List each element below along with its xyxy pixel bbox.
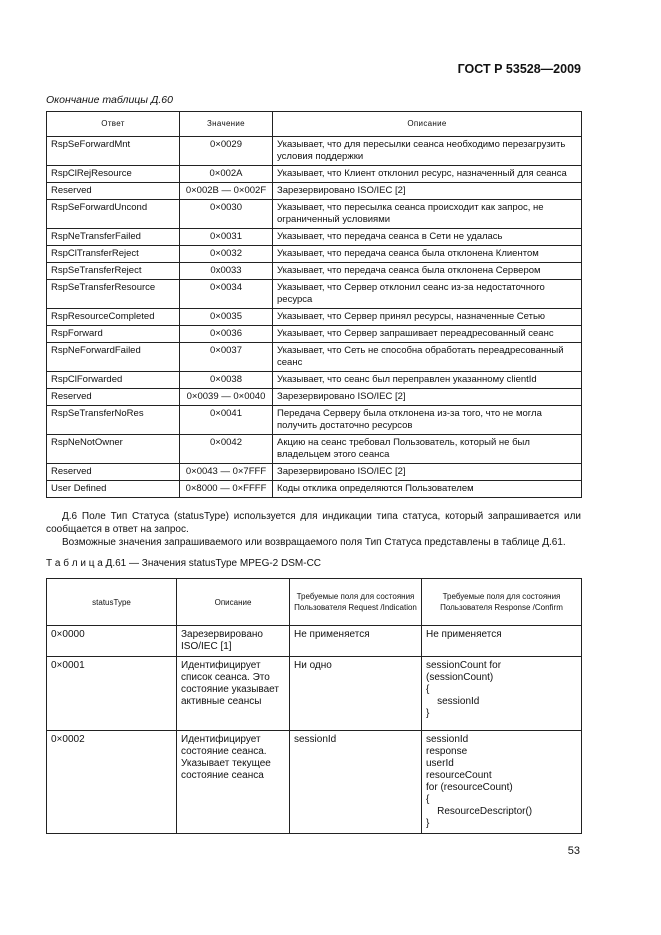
cell-description: Указывает, что для пересылки сеанса необходимо перезагрузить условия поддержки xyxy=(273,137,582,166)
cell-statustype: 0×0001 xyxy=(47,657,177,731)
cell-value: 0×0035 xyxy=(180,309,273,326)
table-row xyxy=(47,372,582,389)
cell-request-fields: sessionId xyxy=(290,731,422,834)
table-row xyxy=(47,200,582,229)
cell-value: 0×8000 — 0×FFFF xyxy=(180,481,273,498)
table-row xyxy=(47,389,582,406)
table-row xyxy=(47,464,582,481)
cell-value: 0×0037 xyxy=(180,343,273,372)
cell-response: RspForward xyxy=(47,326,180,343)
table-row xyxy=(47,435,582,464)
table-d61-caption: Т а б л и ц а Д.61 — Значения statusType MPEG-2 DSM-CC xyxy=(46,558,322,569)
cell-response-fields xyxy=(422,657,582,731)
response-field-line: sessionCount for xyxy=(426,660,502,671)
cell-response: Reserved xyxy=(47,464,180,481)
cell-response: Reserved xyxy=(47,183,180,200)
table-header-row xyxy=(47,112,582,137)
cell-value: 0×002B — 0×002F xyxy=(180,183,273,200)
cell-description: Указывает, что Сервер отклонил сеанс из-за недостаточного ресурса xyxy=(273,280,582,309)
cell-description: Указывает, что передача сеанса в Сети не удалась xyxy=(273,229,582,246)
response-field-line: } xyxy=(426,818,430,829)
column-header-request-fields: Требуемые поля для состояния Пользователя Request /Indication xyxy=(290,579,422,626)
cell-value: 0×0036 xyxy=(180,326,273,343)
paragraph-statustype-definition: Д.6 Поле Тип Статуса (statusType) используется для индикации типа статуса, который запрашивается или сообщается в ответ на запрос. xyxy=(46,511,581,535)
cell-value: 0×0031 xyxy=(180,229,273,246)
table-header-row xyxy=(47,579,582,626)
statustype-values-table xyxy=(46,578,582,834)
cell-value: 0×002A xyxy=(180,166,273,183)
cell-description: Указывает, что Сервер запрашивает переадресованный сеанс xyxy=(273,326,582,343)
cell-description: Акцию на сеанс требовал Пользователь, который не был владельцем этого сеанса xyxy=(273,435,582,464)
table-continuation-caption: Окончание таблицы Д.60 xyxy=(46,94,173,106)
response-field-line: resourceCount xyxy=(426,770,492,781)
cell-value: 0×0038 xyxy=(180,372,273,389)
response-field-line: } xyxy=(426,708,430,719)
cell-response: RspClTransferReject xyxy=(47,246,180,263)
response-field-line: sessionId xyxy=(426,696,480,707)
cell-description: Зарезервировано ISO/IEC [2] xyxy=(273,464,582,481)
table-row xyxy=(47,137,582,166)
cell-response: RspNeNotOwner xyxy=(47,435,180,464)
table-row xyxy=(47,626,582,657)
cell-value: 0x0033 xyxy=(180,263,273,280)
cell-request-fields: Ни одно xyxy=(290,657,422,731)
cell-description: Указывает, что сеанс был переправлен указанному clientId xyxy=(273,372,582,389)
response-field-line: sessionId xyxy=(426,734,469,745)
cell-description: Указывает, что пересылка сеанса происходит как запрос, не ограниченный условиями xyxy=(273,200,582,229)
response-field-line: (sessionCount) xyxy=(426,672,494,683)
table-row xyxy=(47,343,582,372)
cell-request-fields: Не применяется xyxy=(290,626,422,657)
table-row xyxy=(47,183,582,200)
cell-statustype: 0×0000 xyxy=(47,626,177,657)
cell-value: 0×0042 xyxy=(180,435,273,464)
column-header-response: Ответ xyxy=(47,112,180,137)
cell-response: RspResourceCompleted xyxy=(47,309,180,326)
response-field-line: response xyxy=(426,746,468,757)
cell-response: Reserved xyxy=(47,389,180,406)
response-field-line: Не применяется xyxy=(426,629,502,640)
table-row xyxy=(47,481,582,498)
table-row xyxy=(47,406,582,435)
cell-description: Указывает, что Сервер принял ресурсы, назначенные Сетью xyxy=(273,309,582,326)
table-row xyxy=(47,166,582,183)
cell-description: Указывает, что Сеть не способна обработать переадресованный сеанс xyxy=(273,343,582,372)
paragraph-d6 xyxy=(46,510,581,549)
cell-value: 0×0039 — 0×0040 xyxy=(180,389,273,406)
cell-description: Указывает, что передача сеанса была отклонена Сервером xyxy=(273,263,582,280)
cell-value: 0×0029 xyxy=(180,137,273,166)
cell-response: User Defined xyxy=(47,481,180,498)
cell-response: RspClForwarded xyxy=(47,372,180,389)
cell-value: 0×0030 xyxy=(180,200,273,229)
cell-response: RspNeForwardFailed xyxy=(47,343,180,372)
cell-response: RspSeTransferNoRes xyxy=(47,406,180,435)
cell-response: RspSeForwardMnt xyxy=(47,137,180,166)
paragraph-statustype-values: Возможные значения запрашиваемого или возвращаемого поля Тип Статуса представлены в таблице Д.61. xyxy=(62,537,566,548)
cell-response: RspSeTransferReject xyxy=(47,263,180,280)
cell-description: Коды отклика определяются Пользователем xyxy=(273,481,582,498)
table-row xyxy=(47,657,582,731)
cell-description: Передача Серверу была отклонена из-за того, что не могла получить достаточно ресурсов xyxy=(273,406,582,435)
column-header-response-fields: Требуемые поля для состояния Пользователя Response /Confirm xyxy=(422,579,582,626)
cell-response: RspSeTransferResource xyxy=(47,280,180,309)
response-field-line: for (resourceCount) xyxy=(426,782,513,793)
column-header-description: Описание xyxy=(273,112,582,137)
column-header-value: Значение xyxy=(180,112,273,137)
column-header-description: Описание xyxy=(177,579,290,626)
cell-description: Идентифицирует состояние сеанса. Указывает текущее состояние сеанса xyxy=(177,731,290,834)
table-row xyxy=(47,280,582,309)
cell-description: Зарезервировано ISO/IEC [1] xyxy=(177,626,290,657)
response-field-line: { xyxy=(426,794,430,805)
response-field-line: ResourceDescriptor() xyxy=(426,806,533,817)
table-row xyxy=(47,326,582,343)
cell-response: RspNeTransferFailed xyxy=(47,229,180,246)
cell-description: Идентифицирует список сеанса. Это состояние указывает активные сеансы xyxy=(177,657,290,731)
cell-value: 0×0041 xyxy=(180,406,273,435)
response-field-line: userId xyxy=(426,758,454,769)
cell-description: Зарезервировано ISO/IEC [2] xyxy=(273,389,582,406)
cell-description: Указывает, что Клиент отклонил ресурс, назначенный для сеанса xyxy=(273,166,582,183)
cell-value: 0×0043 — 0×7FFF xyxy=(180,464,273,481)
cell-description: Указывает, что передача сеанса была отклонена Клиентом xyxy=(273,246,582,263)
cell-description: Зарезервировано ISO/IEC [2] xyxy=(273,183,582,200)
response-field-line: { xyxy=(426,684,430,695)
table-row xyxy=(47,246,582,263)
response-codes-table xyxy=(46,111,582,498)
cell-response: RspClRejResource xyxy=(47,166,180,183)
cell-value: 0×0032 xyxy=(180,246,273,263)
cell-response-fields xyxy=(422,626,582,657)
table-row xyxy=(47,309,582,326)
cell-response-fields xyxy=(422,731,582,834)
standard-header: ГОСТ Р 53528—2009 xyxy=(457,62,581,76)
cell-response: RspSeForwardUncond xyxy=(47,200,180,229)
page-number: 53 xyxy=(567,845,580,857)
cell-statustype: 0×0002 xyxy=(47,731,177,834)
cell-value: 0×0034 xyxy=(180,280,273,309)
table-row xyxy=(47,731,582,834)
column-header-statustype: statusType xyxy=(47,579,177,626)
table-row xyxy=(47,263,582,280)
table-row xyxy=(47,229,582,246)
